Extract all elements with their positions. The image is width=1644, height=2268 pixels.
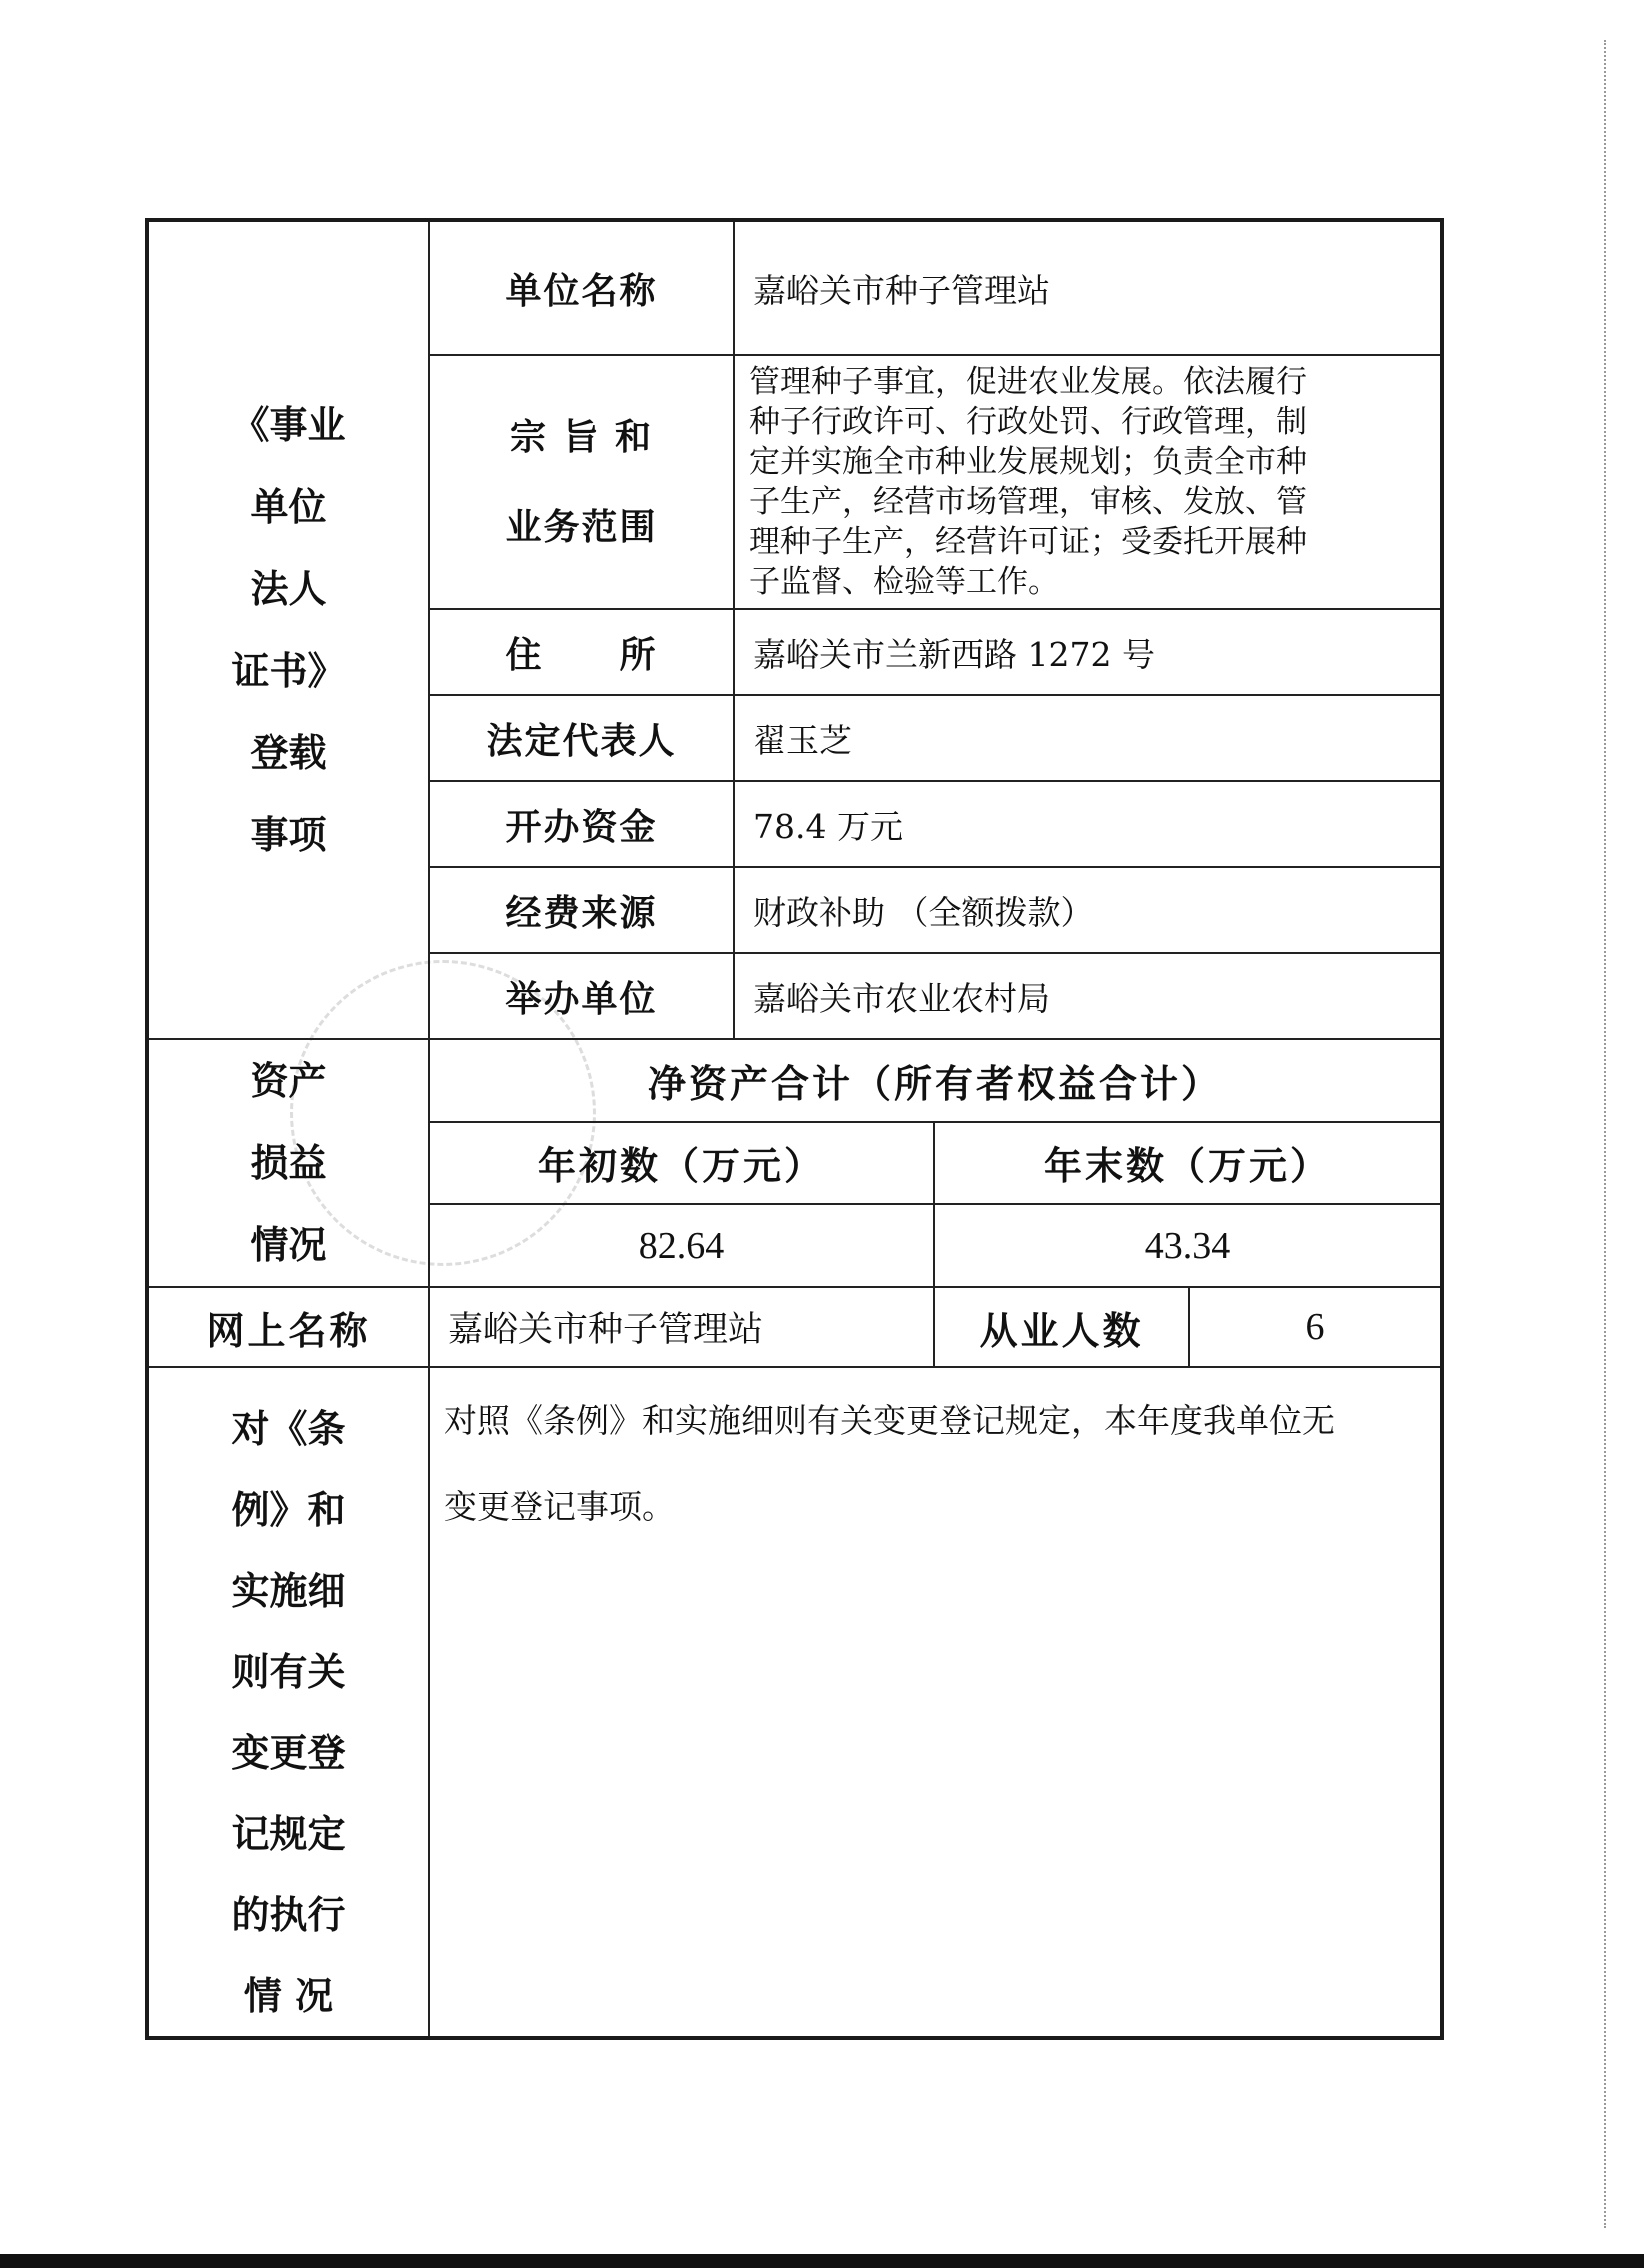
registration-label-line: 法人	[250, 566, 327, 611]
purpose-line: 子生产，经营市场管理，审核、发放、管	[749, 484, 1307, 520]
annual-report-form	[145, 218, 1444, 2040]
legal-rep-value: 翟玉芝	[734, 695, 1442, 781]
unit-name-label: 单位名称	[429, 220, 734, 355]
compliance-label-line: 记规定	[231, 1811, 346, 1856]
staff-count-value: 6	[1189, 1287, 1442, 1367]
sponsor-label: 举办单位	[429, 953, 734, 1039]
scan-bottom-edge	[0, 2254, 1644, 2268]
capital-value: 78.4 万元	[734, 781, 1442, 867]
purpose-line: 定并实施全市种业发展规划；负责全市种	[749, 444, 1307, 480]
online-name-label: 网上名称	[147, 1287, 429, 1367]
compliance-label-line: 例》和	[231, 1487, 346, 1532]
registration-section-label	[147, 220, 429, 1039]
purpose-label-line: 宗 旨 和	[509, 416, 654, 458]
capital-label: 开办资金	[429, 781, 734, 867]
assets-section-label	[147, 1039, 429, 1287]
compliance-label-line: 对《条	[231, 1406, 346, 1451]
compliance-section-label	[147, 1367, 429, 2038]
compliance-label-line: 变更登	[231, 1730, 346, 1775]
compliance-label-line: 情 况	[243, 1973, 334, 2018]
compliance-line: 对照《条例》和实施细则有关变更登记规定，本年度我单位无	[444, 1401, 1335, 1440]
end-of-year-label: 年末数（万元）	[934, 1122, 1442, 1205]
online-name-value: 嘉峪关市种子管理站	[429, 1287, 934, 1367]
registration-label-line: 登载	[250, 730, 327, 775]
purpose-line: 子监督、检验等工作。	[749, 564, 1059, 600]
compliance-line: 变更登记事项。	[444, 1487, 675, 1526]
purpose-line: 理种子生产，经营许可证；受委托开展种	[749, 524, 1307, 560]
end-of-year-value: 43.34	[934, 1204, 1442, 1287]
legal-rep-label: 法定代表人	[429, 695, 734, 781]
start-of-year-label: 年初数（万元）	[429, 1122, 934, 1205]
assets-label-line: 情况	[250, 1222, 327, 1267]
compliance-label-line: 则有关	[231, 1649, 346, 1694]
staff-count-label: 从业人数	[934, 1287, 1189, 1367]
purpose-line: 种子行政许可、行政处罚、行政管理，制	[749, 404, 1307, 440]
purpose-line: 管理种子事宜，促进农业发展。依法履行	[749, 364, 1307, 400]
registration-label-line: 证书》	[231, 648, 346, 693]
registration-label-line: 事项	[250, 812, 327, 857]
unit-name-value: 嘉峪关市种子管理站	[734, 220, 1442, 355]
page-edge	[1604, 40, 1606, 2228]
purpose-label	[429, 355, 734, 609]
net-assets-header: 净资产合计（所有者权益合计）	[429, 1039, 1442, 1122]
registration-label-line: 《事业	[231, 402, 346, 447]
assets-label-line: 损益	[250, 1140, 327, 1185]
address-value: 嘉峪关市兰新西路 1272 号	[734, 609, 1442, 695]
purpose-label-line: 业务范围	[505, 506, 658, 548]
compliance-label-line: 实施细	[231, 1568, 346, 1613]
registration-label-line: 单位	[250, 484, 327, 529]
compliance-text	[429, 1367, 1442, 2038]
start-of-year-value: 82.64	[429, 1204, 934, 1287]
address-label: 住 所	[429, 609, 734, 695]
funding-label: 经费来源	[429, 867, 734, 953]
sponsor-value: 嘉峪关市农业农村局	[734, 953, 1442, 1039]
compliance-label-line: 的执行	[231, 1892, 346, 1937]
assets-label-line: 资产	[250, 1058, 327, 1103]
purpose-value	[734, 355, 1442, 609]
funding-value: 财政补助 （全额拨款）	[734, 867, 1442, 953]
